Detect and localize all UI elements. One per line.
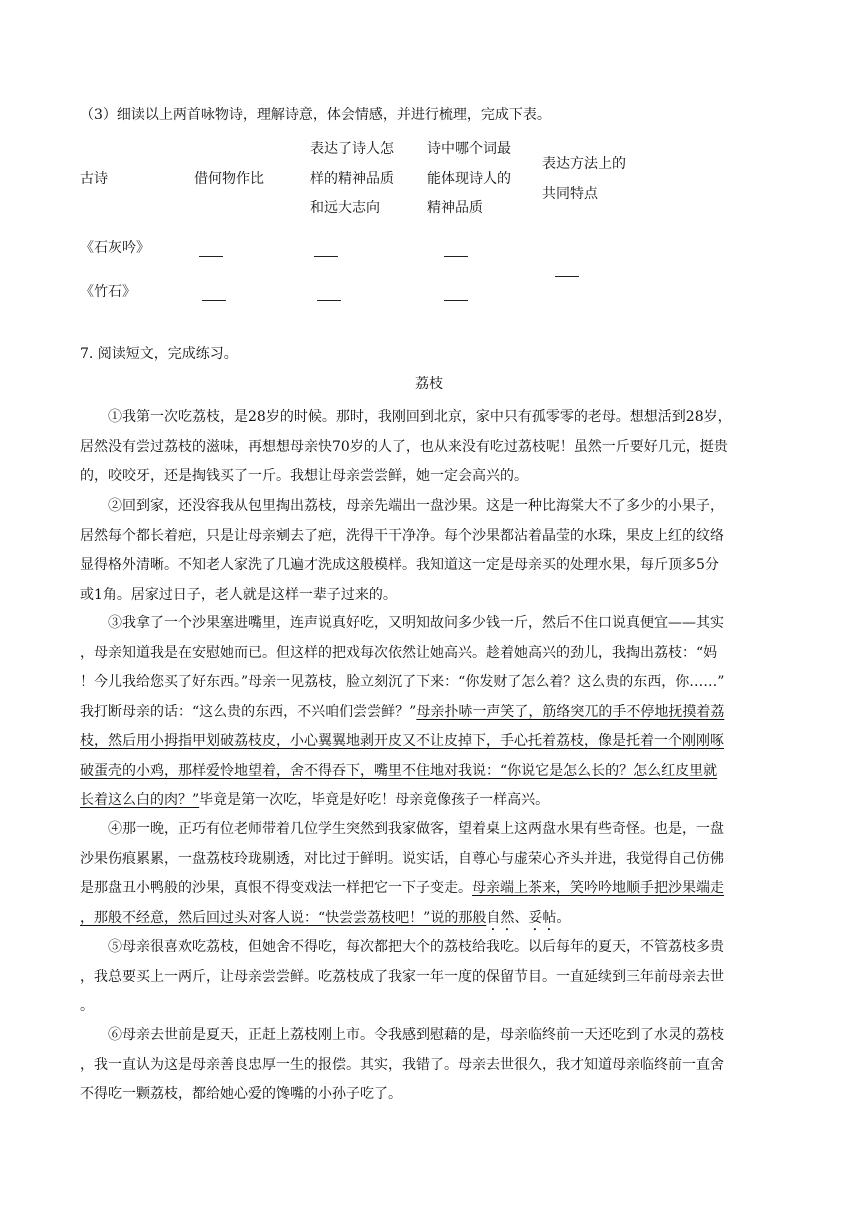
table-header-metaphor: 借何物作比 bbox=[194, 171, 264, 187]
underlined-passage: 母亲扑哧一声笑了，筋络突兀的手不停地抚摸着荔 bbox=[416, 703, 725, 720]
underlined-passage: 长着这么白的肉？” bbox=[80, 792, 200, 808]
underlined-passage: 母亲端上茶来，笑吟吟地顺手把沙果端走 bbox=[472, 880, 724, 896]
underlined-passage: 枝，然后用小拇指甲划破荔枝皮，小心翼翼地剥开皮又不让皮掉下，手心托着荔枝，像是托着一个刚刚啄 bbox=[80, 733, 724, 749]
answer-blank[interactable] bbox=[202, 300, 226, 301]
essay-paragraph-5: ⑤母亲很喜欢吃荔枝，但她舍不得吃，每次都把大个的荔枝给我吃。以后每年的夏天，不管荔枝多贵 ，我总要买上一两斤，让母亲尝尝鲜。吃荔枝成了我家一年一度的保留节目。一直延续到三年前母亲去世 。 bbox=[80, 939, 724, 1014]
essay-paragraph-1: ①我第一次吃荔枝，是28岁的时候。那时，我刚回到北京，家中只有孤零零的老母。想想活到28岁， 居然没有尝过荔枝的滋味，再想想母亲快70岁的人了，也从来没有吃过荔枝呢！虽然一斤要好几元，挺贵 的，咬咬牙，还是掏钱买了一斤。我想让母亲尝尝鲜，她一定会高兴的。 bbox=[80, 409, 732, 484]
table-header-spirit: 表达了诗人怎 样的精神品质 和远大志向 bbox=[310, 141, 394, 216]
underlined-passage: ，那般不经意，然后回过头对客人说：“快尝尝荔枝吧！”说的那般 bbox=[80, 909, 487, 926]
answer-blank[interactable] bbox=[444, 256, 468, 257]
table-row-poem-zhushi: 《竹石》 bbox=[80, 284, 136, 300]
answer-blank[interactable] bbox=[317, 300, 341, 301]
answer-blank-common-method[interactable] bbox=[555, 276, 579, 277]
table-row-poem-shihuiyin: 《石灰吟》 bbox=[80, 240, 150, 256]
essay-paragraph-6: ⑥母亲去世前是夏天，正赶上荔枝刚上市。令我感到慰藉的是，母亲临终前一天还吃到了水灵的荔枝 ，我一直认为这是母亲善良忠厚一生的报偿。其实，我错了。母亲去世很久，我才知道母亲临终前一直舍 不得吃一颗荔枝，都给她心爱的馋嘴的小孙子吃了。 bbox=[80, 1027, 724, 1102]
question-6-part-3: （3）细读以上两首咏物诗，理解诗意，体会情感，并进行梳理，完成下表。 bbox=[80, 107, 551, 123]
emphasis-dotted-words: 自然、妥帖 bbox=[486, 909, 557, 926]
essay-paragraph-2: ②回到家，还没容我从包里掏出荔枝，母亲先端出一盘沙果。这是一种比海棠大不了多少的小果子， 居然每个都长着疤，只是让母亲剜去了疤，洗得干干净净。每个沙果都沾着晶莹的水珠，果皮上红的纹络 显得格外清晰。不知老人家洗了几遍才洗成这般模样。我知道这一定是母亲买的处理水果，每斤顶多5分 或1角。居家过日子，老人就是这样一辈子过来的。 bbox=[80, 498, 724, 603]
answer-blank[interactable] bbox=[199, 256, 223, 257]
table-header-poem: 古诗 bbox=[80, 171, 108, 187]
table-header-method: 表达方法上的 共同特点 bbox=[542, 156, 626, 202]
table-header-keyword: 诗中哪个词最 能体现诗人的 精神品质 bbox=[427, 141, 511, 216]
essay-paragraph-3: ③我拿了一个沙果塞进嘴里，连声说真好吃，又明知故问多少钱一斤，然后不住口说真便宜——其实 ，母亲知道我是在安慰她而已。但这样的把戏每次依然让她高兴。趁着她高兴的劲儿，我掏出荔枝：“妈 ！今儿我给您买了好东西。”母亲一见荔枝，脸立刻沉了下来：“你发财了怎么着？这么贵的东西，你……” 我打断母亲的话：“这么贵的东西，不兴咱们尝尝鲜？”母亲扑哧一声笑了，筋络突兀的手不停地抚摸着荔 枝，然后用小拇指甲划破荔枝皮，小心翼翼地剥开皮又不让皮掉下，手心托着荔枝，像是托着一个刚刚啄 破蛋壳的小鸡，那样爱怜地望着，舍不得吞下，嘴里不住地对我说：“你说它是怎么长的？怎么红皮里就 长着这么白的肉？”毕竟是第一次吃，毕竟是好吃！母亲竟像孩子一样高兴。 bbox=[80, 609, 785, 816]
question-7-heading: 7. 阅读短文，完成练习。 bbox=[80, 346, 238, 362]
answer-blank[interactable] bbox=[444, 300, 468, 301]
underlined-passage: 破蛋壳的小鸡，那样爱怜地望着，舍不得吞下，嘴里不住地对我说：“你说它是怎么长的？怎么红皮里就 bbox=[80, 762, 718, 779]
essay-paragraph-4: ④那一晚，正巧有位老师带着几位学生突然到我家做客，望着桌上这两盘水果有些奇怪。也是，一盘 沙果伤痕累累，一盘荔枝玲珑剔透，对比过于鲜明。说实话，自尊心与虚荣心齐头并进，我觉得自己仿佛 是那盘丑小鸭般的沙果，真恨不得变戏法一样把它一下子变走。母亲端上茶来，笑吟吟地顺手把沙果端走 ，那般不经意，然后回过头对客人说：“快尝尝荔枝吧！”说的那般自然、妥帖。 bbox=[80, 821, 724, 926]
answer-blank[interactable] bbox=[314, 256, 338, 257]
essay-title: 荔枝 bbox=[415, 376, 443, 392]
